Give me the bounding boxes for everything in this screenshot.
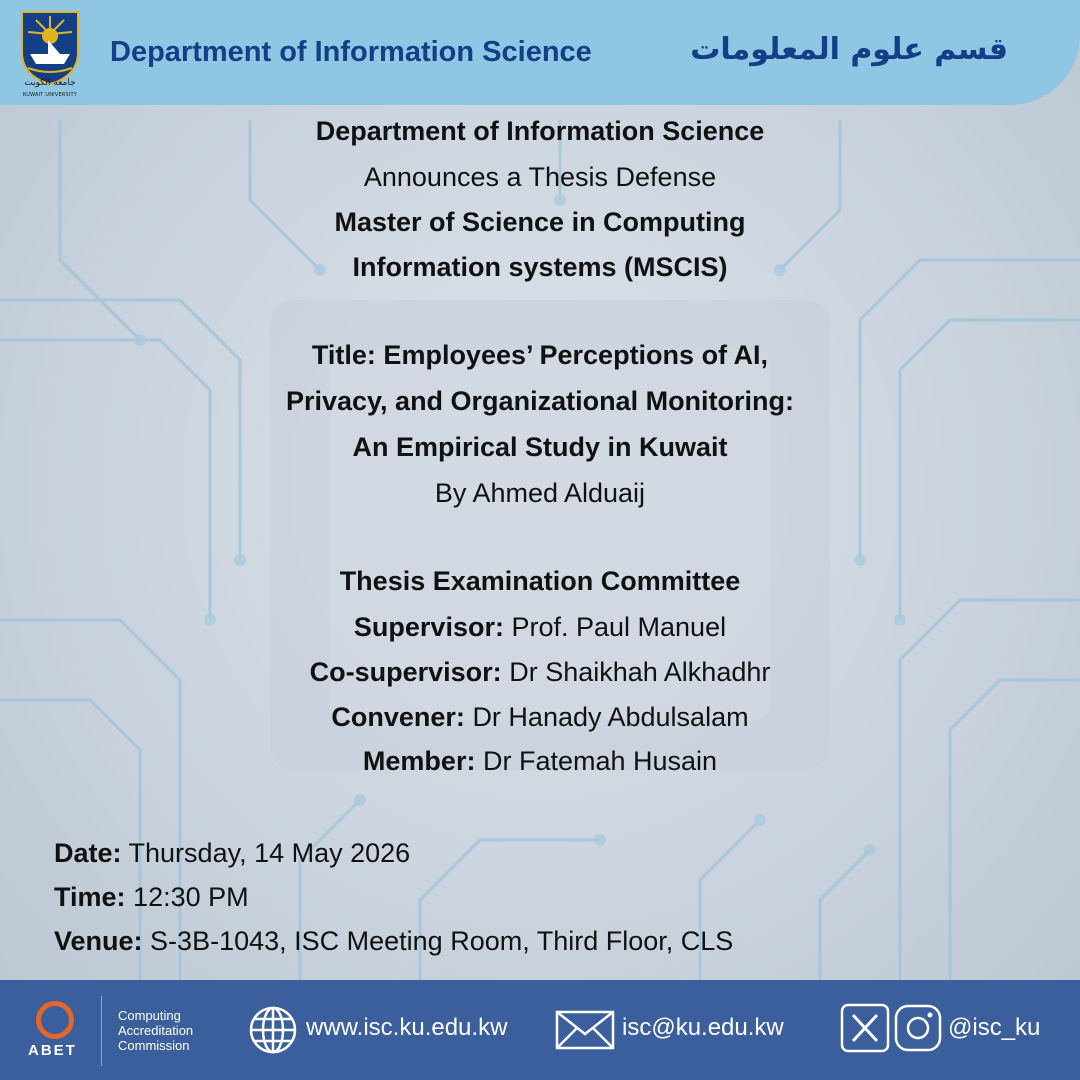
globe-icon [248, 1005, 298, 1055]
committee-name: Prof. Paul Manuel [511, 612, 727, 642]
thesis-title-line-1: Title: Employees’ Perceptions of AI, [311, 340, 769, 370]
committee-name: Dr Fatemah Husain [482, 746, 718, 776]
announcement-department: Department of Information Science [315, 116, 765, 146]
envelope-icon [555, 1010, 615, 1050]
program-line-1: Master of Science in Computing [334, 207, 746, 237]
committee-member-row [0, 702, 1080, 733]
date-value: Thursday, 14 May 2026 [128, 838, 411, 868]
accreditation-commission [118, 1008, 193, 1053]
abet-label: ABET [28, 1042, 77, 1059]
committee-role: Member: [362, 746, 476, 776]
committee-heading: Thesis Examination Committee [339, 566, 741, 596]
header-title-english: Department of Information Science [110, 36, 592, 68]
header-title-arabic: قسم علوم المعلومات [690, 32, 1008, 67]
logo-text-english: KUWAIT UNIVERSITY [22, 92, 78, 98]
announcement-announces: Announces a Thesis Defense [363, 162, 717, 192]
x-icon[interactable] [840, 1003, 890, 1053]
time-value: 12:30 PM [133, 882, 249, 912]
committee-name: Dr Hanady Abdulsalam [472, 702, 749, 732]
thesis-title-line-2: Privacy, and Organizational Monitoring: [285, 386, 795, 416]
commission-line-3: Commission [118, 1038, 190, 1053]
date-row [54, 838, 410, 869]
commission-line-1: Computing [118, 1008, 181, 1023]
commission-line-2: Accreditation [118, 1023, 194, 1038]
header-band [0, 0, 1080, 105]
email-link[interactable]: isc@ku.edu.kw [622, 1014, 784, 1041]
date-label: Date: [54, 838, 122, 868]
program-line-2: Information systems (MSCIS) [352, 252, 728, 282]
time-label: Time: [54, 882, 126, 912]
committee-name: Dr Shaikhah Alkhadhr [509, 657, 771, 687]
venue-label: Venue: [54, 926, 143, 956]
committee-role: Convener: [331, 702, 465, 732]
social-handle[interactable]: @isc_ku [948, 1014, 1041, 1041]
committee-member-row [0, 746, 1080, 777]
logo-text-arabic: جامعة الكويت [24, 78, 76, 88]
footer-band [0, 980, 1080, 1080]
committee-role: Supervisor: [353, 612, 504, 642]
time-row [54, 882, 249, 913]
venue-value: S-3B-1043, ISC Meeting Room, Third Floor, CLS [150, 926, 734, 956]
thesis-title-line-3: An Empirical Study in Kuwait [352, 432, 728, 462]
committee-member-row [0, 612, 1080, 643]
abet-logo-icon [36, 1001, 74, 1039]
committee-role: Co-supervisor: [309, 657, 502, 687]
website-link[interactable]: www.isc.ku.edu.kw [306, 1014, 508, 1041]
venue-row [54, 926, 733, 957]
footer-divider [101, 996, 102, 1066]
instagram-icon[interactable] [893, 1003, 943, 1053]
committee-member-row [0, 657, 1080, 688]
thesis-author: By Ahmed Alduaij [434, 478, 646, 508]
